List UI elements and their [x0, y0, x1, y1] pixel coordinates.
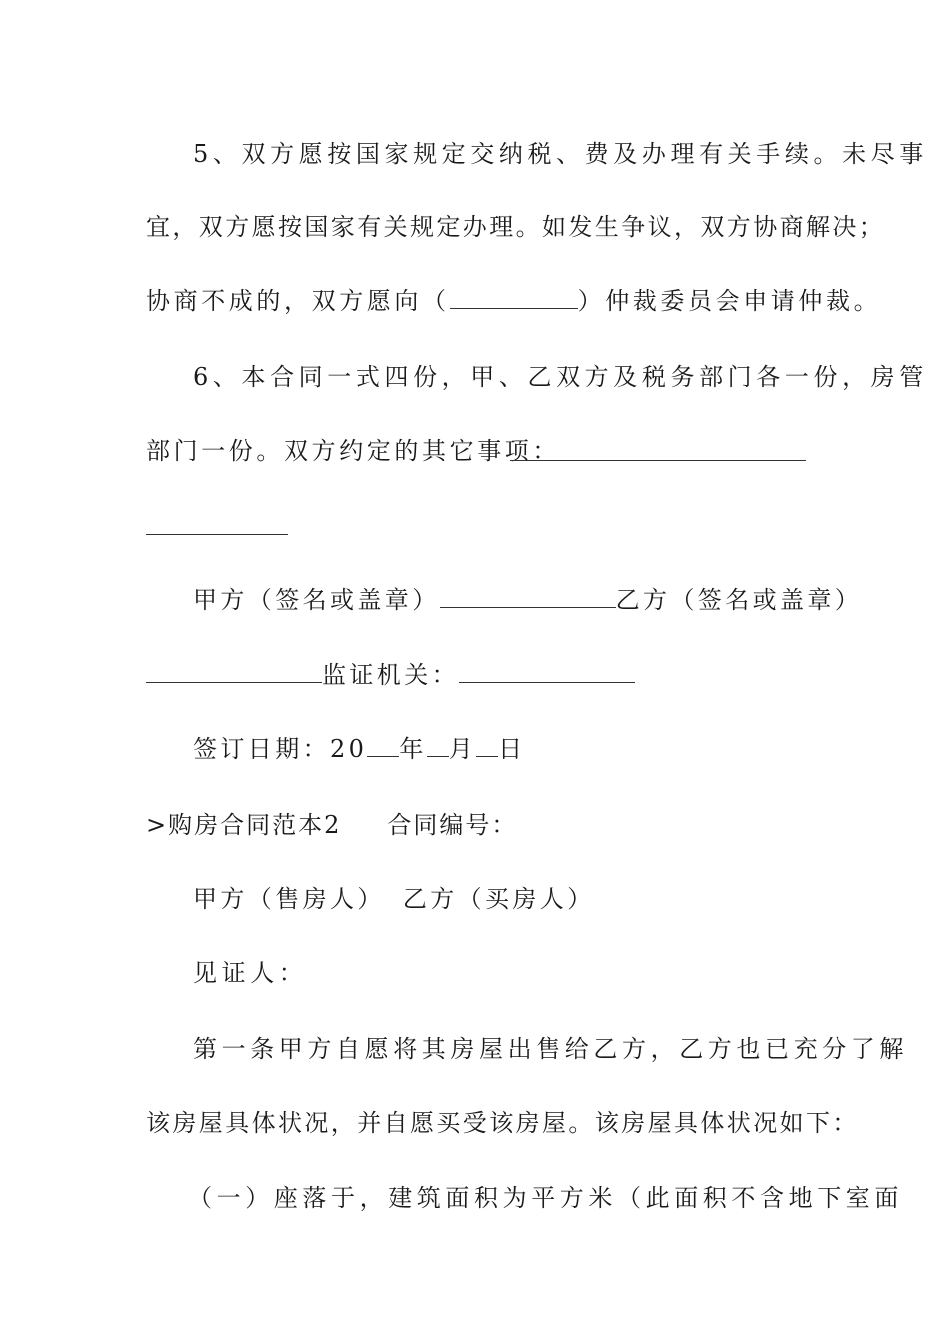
- paragraph-line: （一）座落于，建筑面积为平方米（此面积不含地下室面: [188, 1184, 903, 1212]
- blank-underline: [367, 734, 399, 757]
- blank-underline: [146, 534, 288, 535]
- witness-label: 见证人：: [193, 959, 308, 987]
- paragraph-line: 该房屋具体状况，并自愿买受该房屋。该房屋具体状况如下：: [146, 1109, 859, 1137]
- date-label: 签订日期：20: [193, 735, 368, 763]
- day-label: 日: [498, 735, 526, 763]
- year-label: 年: [399, 735, 427, 763]
- blank-underline: [450, 286, 578, 309]
- party-b-label: 乙方（签名或盖章）: [615, 586, 863, 614]
- signature-line: [146, 660, 826, 690]
- paragraph-line: 第一条甲方自愿将其房屋出售给乙方，乙方也已充分了解: [193, 1035, 908, 1063]
- paragraph-line: 5、双方愿按国家规定交纳税、费及办理有关手续。未尽事: [193, 140, 928, 168]
- section-heading: [146, 810, 826, 840]
- blank-underline: [476, 734, 498, 757]
- date-line: [193, 734, 873, 764]
- parties-line: [193, 884, 873, 914]
- paragraph-line: [146, 286, 882, 316]
- seller-label: 甲方（售房人）: [193, 885, 385, 913]
- blank-underline: [146, 660, 322, 683]
- blank-underline: [440, 585, 616, 608]
- contract-number-label: 合同编号：: [387, 811, 518, 839]
- paragraph-line: 宜，双方愿按国家有关规定办理。如发生争议，双方协商解决；: [146, 213, 886, 241]
- paragraph-line: 6、本合同一式四份，甲、乙双方及税务部门各一份，房管: [193, 363, 928, 391]
- text-segment: 部门一份。双方约定的其它事项：: [146, 437, 560, 465]
- blank-underline: [427, 734, 449, 757]
- blank-underline: [459, 660, 635, 683]
- paragraph-line: [146, 436, 826, 466]
- text-segment: 协商不成的，双方愿向（: [146, 287, 450, 315]
- month-label: 月: [448, 735, 477, 763]
- blank-underline: [510, 460, 806, 461]
- buyer-label: 乙方（买房人）: [402, 885, 595, 913]
- template-title: >购房合同范本2: [146, 811, 342, 839]
- supervisor-label: 监证机关：: [322, 661, 459, 689]
- text-segment: ）仲裁委员会申请仲裁。: [577, 287, 882, 315]
- party-a-label: 甲方（签名或盖章）: [193, 586, 440, 614]
- signature-line: [193, 585, 873, 615]
